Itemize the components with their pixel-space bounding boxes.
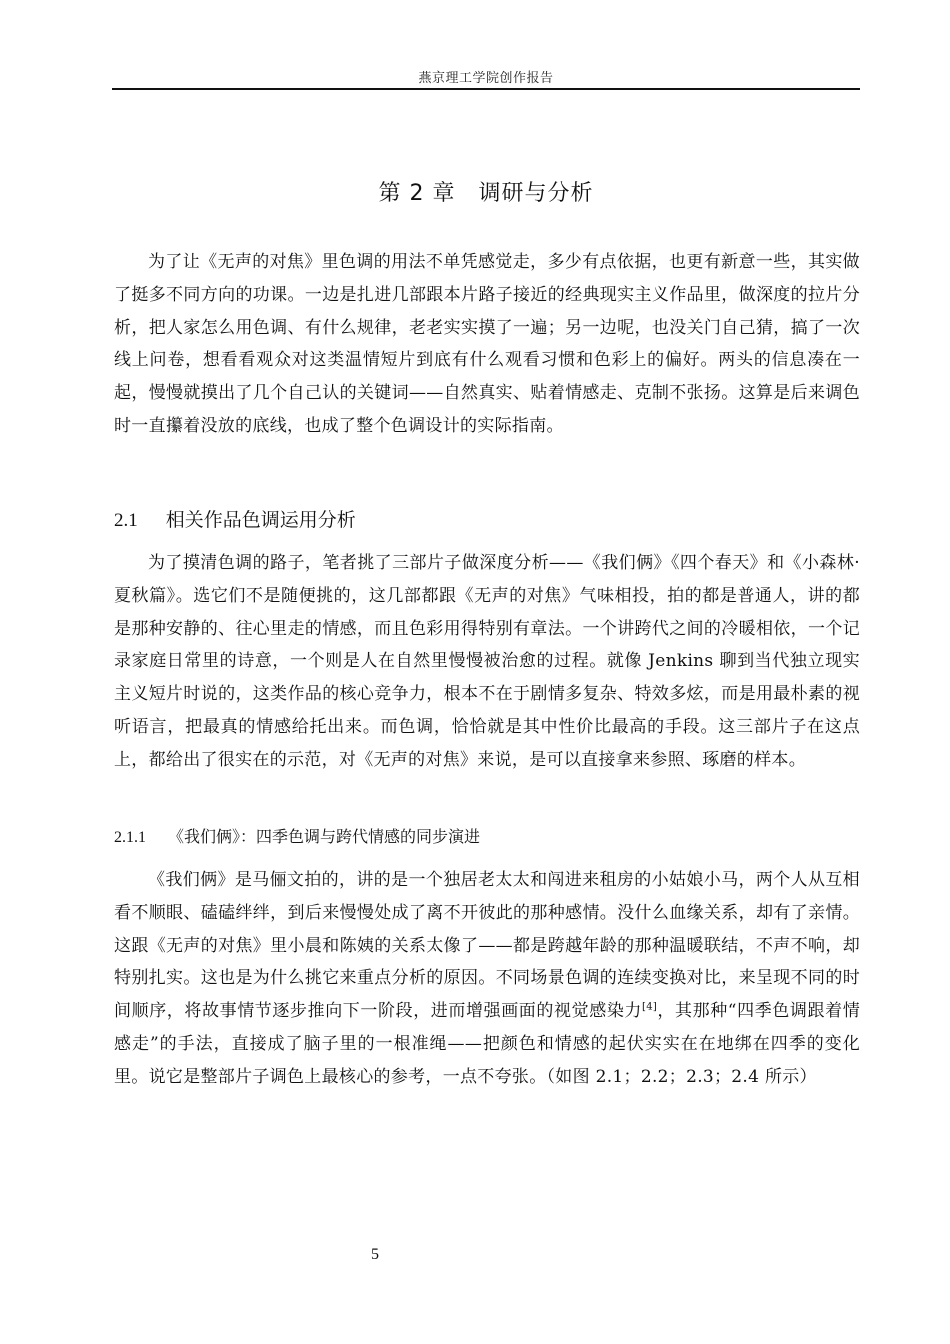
citation-reference[interactable]: [4] — [642, 1001, 658, 1013]
subsection-paragraph-part2: ，其那种“四季色调跟着情感走”的手法，直接成了脑子里的一根准绳——把颜色和情感的起伏实实在在地绑在四季的变化里。说它是整部片子调色上最核心的参考，一点不夸张。（如图 2.1；2.2；2.3；2.4 所示） — [114, 1001, 861, 1087]
subsection-number: 2.1.1 — [114, 829, 146, 846]
section-heading — [114, 505, 356, 532]
intro-paragraph: 为了让《无声的对焦》里色调的用法不单凭感觉走，多少有点依据，也更有新意一些，其实做了挺多不同方向的功课。一边是扎进几部跟本片路子接近的经典现实主义作品里，做深度的拉片分析，把人家怎么用色调、有什么规律，老老实实摸了一遍；另一边呢，也没关门自己猜，搞了一次线上问卷，想看看观众对这类温情短片到底有什么观看习惯和色彩上的偏好。两头的信息凑在一起，慢慢就摸出了几个自己认的关键词——自然真实、贴着情感走、克制不张扬。这算是后来调色时一直攥着没放的底线，也成了整个色调设计的实际指南。 — [114, 252, 860, 436]
running-header: 燕京理工学院创作报告 — [418, 71, 554, 86]
chapter-number: 第 2 章 — [378, 181, 456, 206]
subsection-paragraph — [114, 864, 860, 1094]
header-rule — [112, 88, 860, 90]
subsection-paragraph-part1: 《我们俩》是马俪文拍的，讲的是一个独居老太太和闯进来租房的小姑娘小马，两个人从互相看不顺眼、磕磕绊绊，到后来慢慢处成了离不开彼此的那种感情。没什么血缘关系，却有了亲情。这跟《无声的对焦》里小晨和陈姨的关系太像了——都是跨越年龄的那种温暖联结，不声不响，却特别扎实。这也是为什么挑它来重点分析的原因。不同场景色调的连续变换对比，来呈现不同的时间顺序，将故事情节逐步推向下一阶段，进而增强画面的视觉感染力 — [114, 870, 860, 1022]
section-number: 2.1 — [114, 510, 138, 531]
subsection-heading — [114, 824, 480, 847]
chapter-title — [112, 176, 860, 207]
subsection-title-text: 《我们俩》：四季色调与跨代情感的同步演进 — [168, 827, 481, 846]
section-paragraph: 为了摸清色调的路子，笔者挑了三部片子做深度分析——《我们俩》《四个春天》和《小森林·夏秋篇》。选它们不是随便挑的，这几部都跟《无声的对焦》气味相投，拍的都是普通人，讲的都是那种安静的、往心里走的情感，而且色彩用得特别有章法。一个讲跨代之间的冷暖相依，一个记录家庭日常里的诗意，一个则是人在自然里慢慢被治愈的过程。就像 Jenkins 聊到当代独立现实主义短片时说的，这类作品的核心竞争力，根本不在于剧情多复杂、特效多炫，而是用最朴素的视听语言，把最真的情感给托出来。而色调，恰恰就是其中性价比最高的手段。这三部片子在这点上，都给出了很实在的示范，对《无声的对焦》来说，是可以直接拿来参照、琢磨的样本。 — [114, 553, 860, 770]
page-number: 5 — [371, 1246, 379, 1263]
section-title-text: 相关作品色调运用分析 — [165, 509, 356, 531]
chapter-title-text: 调研与分析 — [478, 181, 594, 206]
